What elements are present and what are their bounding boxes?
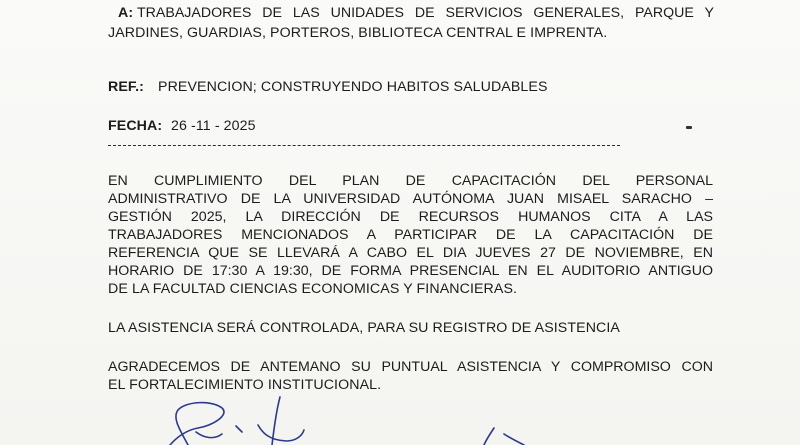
body-line-4: TRABAJADORES MENCIONADOS A PARTICIPAR DE LA CAPACITACIÓN DE: [108, 227, 713, 243]
reference-label: REF.:: [108, 79, 144, 95]
body-line-1: EN CUMPLIMIENTO DEL PLAN DE CAPACITACIÓN DEL PERSONAL: [108, 173, 713, 189]
recipients-line-2: JARDINES, GUARDIAS, PORTEROS, BIBLIOTECA CENTRAL E IMPRENTA.: [108, 25, 608, 41]
signature-stroke-right: [484, 428, 494, 445]
date-label: FECHA:: [108, 118, 163, 134]
recipients-line-1: TRABAJADORES DE LAS UNIDADES DE SERVICIOS GENERALES, PARQUE Y: [137, 5, 714, 21]
date-value: 26 -11 - 2025: [171, 118, 256, 134]
recipients-prefix: A:: [118, 5, 134, 21]
attendance-note: LA ASISTENCIA SERÁ CONTROLADA, PARA SU REGISTRO DE ASISTENCIA: [108, 320, 620, 336]
body-line-5: REFERENCIA QUE SE LLEVARÁ A CABO EL DIA JUEVES 27 DE NOVIEMBRE, EN: [108, 245, 713, 261]
body-line-7: DE LA FACULTAD CIENCIAS ECONOMICAS Y FINANCIERAS.: [108, 281, 518, 297]
reference-text: PREVENCION; CONSTRUYENDO HABITOS SALUDABLES: [158, 79, 548, 95]
signature-stroke-tick: [236, 426, 242, 432]
body-line-6: HORARIO DE 17:30 A 19:30, DE FORMA PRESENCIAL EN EL AUDITORIO ANTIGUO: [108, 263, 713, 279]
signature-stroke-right-tail: [504, 434, 524, 445]
body-line-3: GESTIÓN 2025, LA DIRECCIÓN DE RECURSOS HUMANOS CITA A LAS: [108, 209, 713, 225]
signature-stroke-left: [170, 403, 224, 445]
signature-stroke-left-hook: [196, 432, 222, 438]
signature-stroke-center-curl: [258, 425, 304, 441]
closing-line-2: EL FORTALECIMIENTO INSTITUCIONAL.: [108, 377, 382, 393]
body-line-2: ADMINISTRATIVO DE LA UNIVERSIDAD AUTÓNOMA JUAN MISAEL SARACHO –: [108, 191, 713, 207]
closing-line-1: AGRADECEMOS DE ANTEMANO SU PUNTUAL ASISTENCIA Y COMPROMISO CON: [108, 359, 713, 375]
